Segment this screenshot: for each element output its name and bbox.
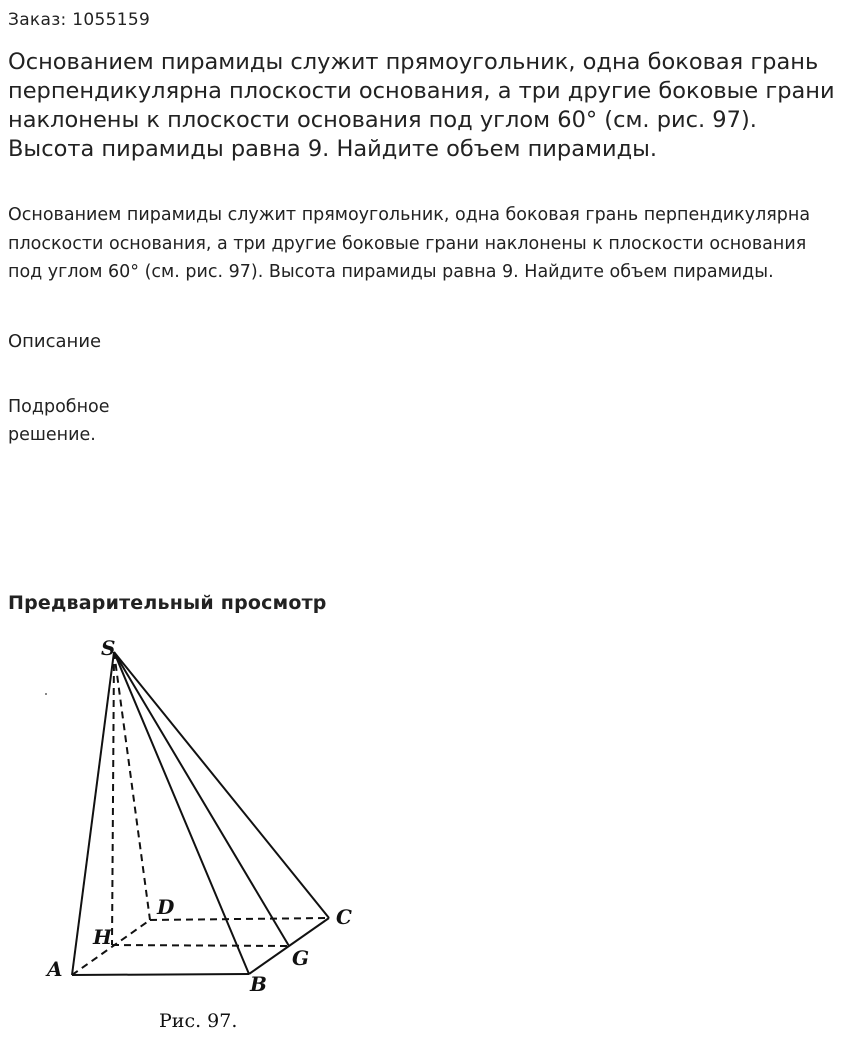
description-label: Описание [8,331,102,352]
pyramid-diagram [0,620,400,1040]
vertex-label-G: G [292,946,310,970]
vertex-label-A: A [47,957,63,981]
vertex-label-S: S [101,636,116,660]
vertex-label-D: D [157,895,175,919]
task-text: Основанием пирамиды служит прямоугольник, одна боковая грань перпендикулярна плоскости основания, а три другие боковые грани наклонены к плоскости основания под углом 60° (см. рис. 97). Высота пирамиды равна 9. Найдите объем пирамиды. [8,205,811,282]
task-title: Основанием пирамиды служит прямоугольник, одна боковая грань перпендикулярна плоскости основания, а три другие боковые грани наклонены к плоскости основания под углом 60° (см. рис. 97). Высота пирамиды равна 9. Найдите объем пирамиды. [8,49,835,162]
description-text: Подробное решение. [8,397,110,445]
order-number: Заказ: 1055159 [8,10,151,30]
preview-heading: Предварительный просмотр [8,592,327,614]
vertex-label-C: C [336,905,352,929]
stray-dot [45,693,47,695]
edge-SG [114,652,289,946]
edge-AB [72,974,249,975]
edge-DC [150,918,329,920]
vertex-label-B: B [250,972,267,996]
edge-SD [114,652,150,920]
pyramid-figure [0,620,400,1040]
edge-SC [114,652,329,918]
edge-HG [112,945,289,946]
figure-caption: Рис. 97. [159,1010,238,1032]
vertex-label-H: H [93,925,112,949]
edge-SH [112,652,114,945]
edge-SB [114,652,249,974]
